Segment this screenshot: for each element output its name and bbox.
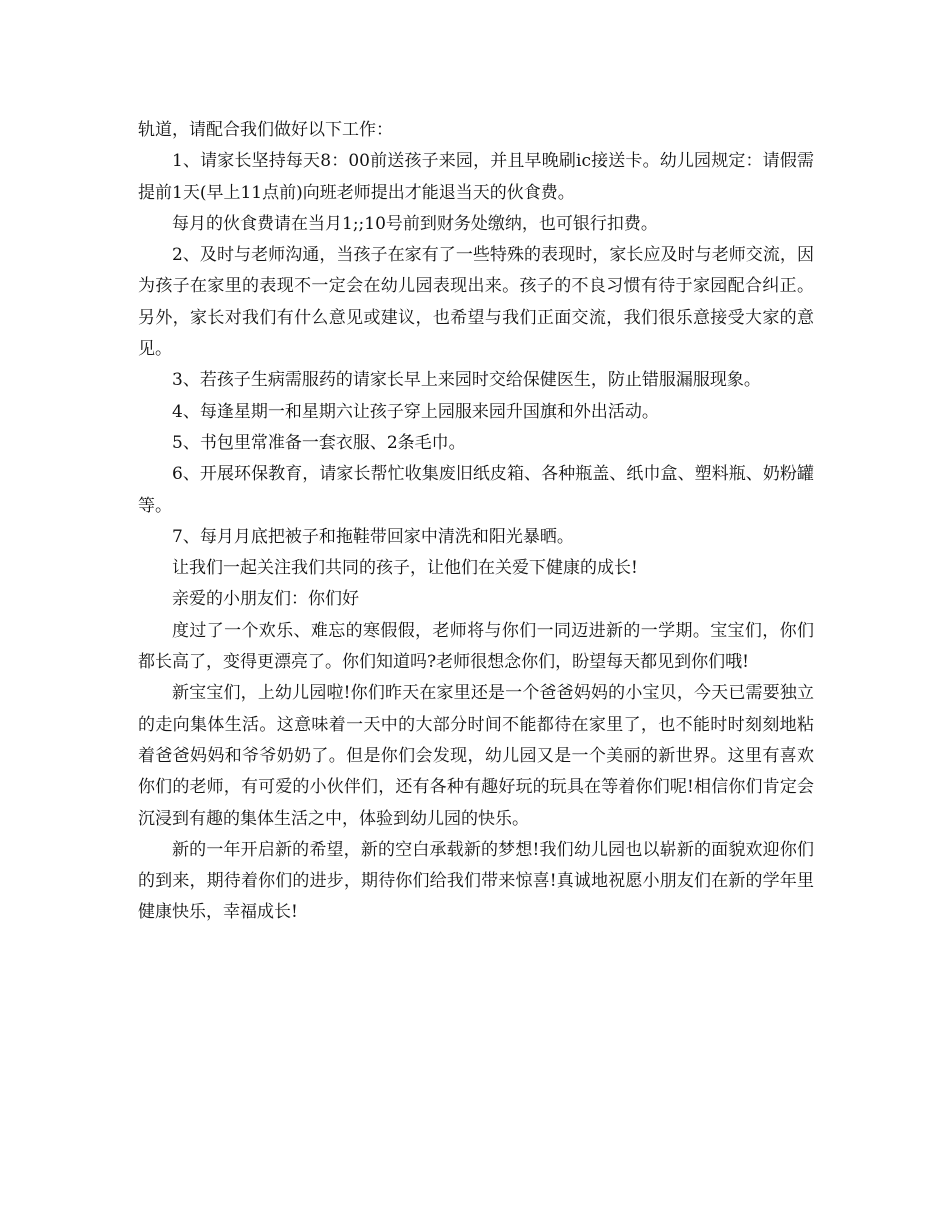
paragraph-item-2: 2、及时与老师沟通，当孩子在家有了一些特殊的表现时，家长应及时与老师交流，因为孩子在家里的表现不一定会在幼儿园表现出来。孩子的不良习惯有待于家园配合纠正。另外，家长对我们有什么意见或建议，也希望与我们正面交流，我们很乐意接受大家的意见。 — [138, 245, 814, 360]
paragraph-greeting-children: 亲爱的小朋友们：你们好 — [172, 589, 359, 610]
paragraph-item-7: 7、每月月底把被子和拖鞋带回家中清洗和阳光暴晒。 — [172, 526, 574, 547]
paragraph-item-3: 3、若孩子生病需服药的请家长早上来园时交给保健医生，防止错服漏服现象。 — [172, 370, 761, 391]
paragraph-closing-parents: 让我们一起关注我们共同的孩子，让他们在关爱下健康的成长! — [172, 558, 638, 579]
paragraph-winter-break: 度过了一个欢乐、难忘的寒假假，老师将与你们一同迈进新的一学期。宝宝们，你们都长高了，变得更漂亮了。你们知道吗?老师很想念你们，盼望每天都见到你们哦! — [138, 620, 814, 673]
paragraph-meal-fee: 每月的伙食费请在当月1;;10号前到财务处缴纳，也可银行扣费。 — [172, 213, 658, 234]
paragraph-new-babies: 新宝宝们，上幼儿园啦!你们昨天在家里还是一个爸爸妈妈的小宝贝，今天已需要独立的走向集体生活。这意味着一天中的大部分时间不能都待在家里了，也不能时时刻刻地粘着爸爸妈妈和爷爷奶奶了。但是你们会发现，幼儿园又是一个美丽的新世界。这里有喜欢你们的老师，有可爱的小伙伴们，还有各种有趣好玩的玩具在等着你们呢!相信你们肯定会沉浸到有趣的集体生活之中，体验到幼儿园的快乐。 — [138, 683, 814, 829]
paragraph-new-year-wishes: 新的一年开启新的希望，新的空白承载新的梦想!我们幼儿园也以崭新的面貌欢迎你们的到来，期待着你们的进步，期待你们给我们带来惊喜!真诚地祝愿小朋友们在新的学年里健康快乐，幸福成长! — [138, 839, 814, 923]
document-body — [138, 115, 814, 929]
paragraph-item-1: 1、请家长坚持每天8：00前送孩子来园，并且早晚刷ic接送卡。幼儿园规定：请假需提前1天(早上11点前)向班老师提出才能退当天的伙食费。 — [138, 151, 814, 203]
paragraph-item-5: 5、书包里常准备一套衣服、2条毛巾。 — [172, 432, 466, 453]
paragraph-item-4: 4、每逢星期一和星期六让孩子穿上园服来园升国旗和外出活动。 — [172, 401, 659, 422]
paragraph-continuation: 轨道，请配合我们做好以下工作： — [138, 120, 393, 140]
paragraph-item-6: 6、开展环保教育，请家长帮忙收集废旧纸皮箱、各种瓶盖、纸巾盒、塑料瓶、奶粉罐等。 — [138, 464, 814, 516]
